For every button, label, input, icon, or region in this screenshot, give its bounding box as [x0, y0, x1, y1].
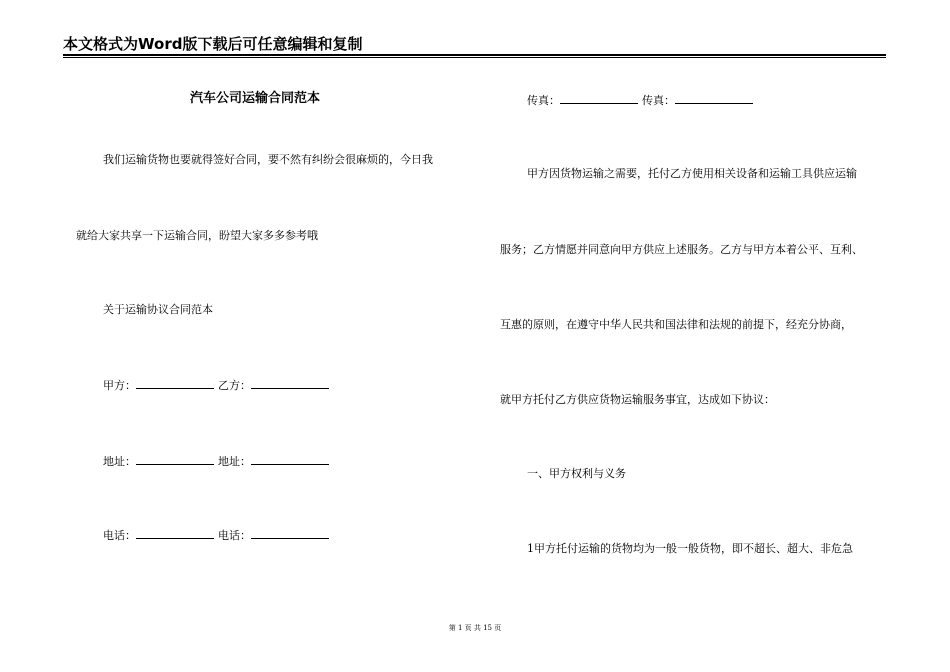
address-a-label: 地址： [103, 455, 136, 468]
section-item-1: 1甲方托付运输的货物均为一般一般货物，即不超长、超大、非危急 [527, 542, 853, 555]
party-a-label: 甲方： [103, 379, 136, 392]
page-number: 第 1 页 共 15 页 [448, 624, 502, 632]
left-paragraph-1a: 我们运输货物也要就得签好合同，要不然有纠纷会很麻烦的，今日我 [103, 153, 433, 166]
left-paragraph-2: 关于运输协议合同范本 [103, 303, 213, 316]
party-b-label: 乙方： [218, 379, 251, 392]
phone-a-label: 电话： [103, 529, 136, 542]
left-paragraph-1b: 就给大家共享一下运输合同，盼望大家多多参考哦 [76, 229, 318, 242]
right-paragraph-3: 互惠的原则，在遵守中华人民共和国法律和法规的前提下，经充分协商， [500, 318, 852, 331]
header-rule-thin [63, 57, 886, 58]
header-rule-thick [63, 54, 886, 56]
party-a-blank [136, 377, 214, 389]
phone-line [103, 527, 333, 544]
right-paragraph-1: 甲方因货物运输之需要，托付乙方使用相关设备和运输工具供应运输 [527, 167, 857, 180]
address-b-label: 地址： [218, 455, 251, 468]
party-b-blank [251, 377, 329, 389]
address-line [103, 453, 333, 470]
fax-a-label: 传真： [527, 94, 560, 107]
document-header-banner: 本文格式为Word版下载后可任意编辑和复制 [63, 35, 363, 53]
address-a-blank [136, 453, 214, 465]
fax-a-blank [560, 92, 638, 104]
phone-a-blank [136, 527, 214, 539]
fax-b-label: 传真： [642, 94, 675, 107]
document-title: 汽车公司运输合同范本 [190, 91, 321, 106]
fax-b-blank [675, 92, 753, 104]
right-paragraph-2: 服务；乙方情愿并同意向甲方供应上述服务。乙方与甲方本着公平、互利、 [500, 243, 863, 256]
party-line [103, 377, 333, 394]
address-b-blank [251, 453, 329, 465]
section-heading-1: 一、甲方权利与义务 [527, 467, 626, 480]
phone-b-blank [251, 527, 329, 539]
fax-line [527, 92, 757, 109]
right-paragraph-4: 就甲方托付乙方供应货物运输服务事宜，达成如下协议： [500, 393, 775, 406]
phone-b-label: 电话： [218, 529, 251, 542]
